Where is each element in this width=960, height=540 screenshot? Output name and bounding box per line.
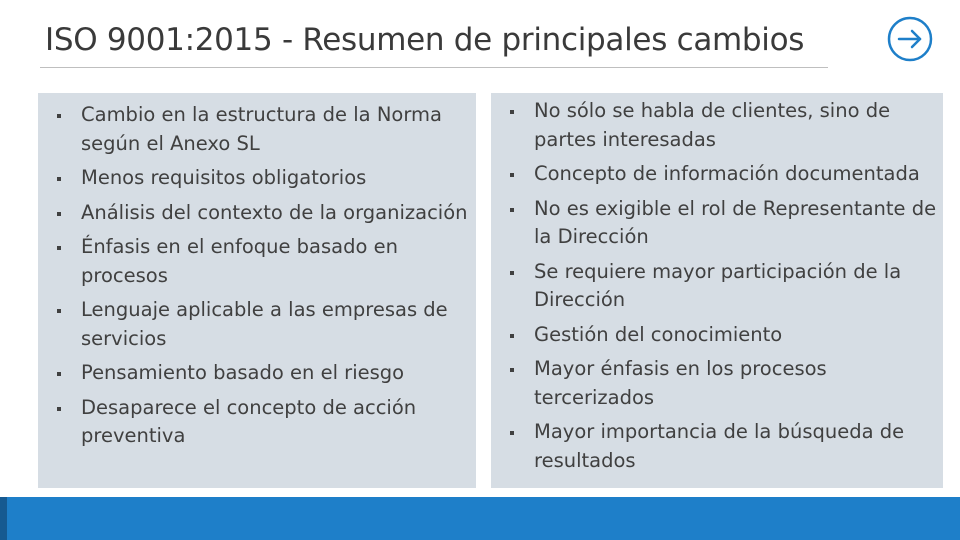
bullet-icon: [57, 407, 61, 411]
slide-title: ISO 9001:2015 - Resumen de principales cambios: [45, 22, 805, 58]
list-item-text: Énfasis en el enfoque basado en procesos: [81, 235, 398, 287]
list-item: [491, 418, 943, 475]
list-item-text: Pensamiento basado en el riesgo: [81, 361, 405, 384]
list-item: [38, 296, 476, 353]
bullet-icon: [510, 173, 514, 177]
list-item: [491, 355, 943, 412]
list-item: [491, 97, 943, 154]
bullet-icon: [510, 368, 514, 372]
bullet-icon: [57, 309, 61, 313]
list-item-text: Mayor importancia de la búsqueda de resultados: [534, 420, 905, 472]
bullet-icon: [510, 431, 514, 435]
footer-accent-edge: [0, 497, 7, 540]
list-item-text: Se requiere mayor participación de la Dirección: [534, 259, 902, 311]
title-underline: [40, 67, 828, 68]
bullet-icon: [57, 114, 61, 118]
list-item: [38, 199, 476, 228]
bullet-icon: [510, 110, 514, 114]
list-item: [491, 195, 943, 252]
left-content-panel: [38, 93, 476, 488]
bullet-icon: [57, 177, 61, 181]
arrow-right-circle-icon[interactable]: [885, 14, 935, 64]
bullet-icon: [57, 372, 61, 376]
list-item: [38, 394, 476, 451]
list-item-text: No sólo se habla de clientes, sino de partes interesadas: [534, 99, 891, 151]
right-bullet-list: [491, 97, 943, 481]
footer-accent-bar: [0, 497, 960, 540]
list-item-text: Mayor énfasis en los procesos tercerizados: [534, 357, 827, 409]
list-item-text: Concepto de información documentada: [534, 162, 920, 185]
list-item-text: No es exigible el rol de Representante de la Dirección: [534, 196, 937, 248]
right-content-panel: [491, 93, 943, 488]
list-item: [38, 164, 476, 193]
list-item-text: Desaparece el concepto de acción preventiva: [81, 395, 417, 447]
list-item-text: Gestión del conocimiento: [534, 322, 783, 346]
bullet-icon: [57, 246, 61, 250]
list-item: [38, 233, 476, 290]
list-item-text: Cambio en la estructura de la Norma según el Anexo SL: [81, 103, 442, 155]
list-item: [491, 258, 943, 315]
list-item-text: Lenguaje aplicable a las empresas de servicios: [81, 298, 448, 350]
list-item: [38, 101, 476, 158]
list-item-text: Menos requisitos obligatorios: [81, 166, 367, 189]
list-item: [491, 160, 943, 189]
list-item: [491, 321, 943, 350]
list-item: [38, 359, 476, 388]
left-bullet-list: [38, 101, 476, 457]
bullet-icon: [57, 212, 61, 216]
bullet-icon: [510, 208, 514, 212]
bullet-icon: [510, 271, 514, 275]
bullet-icon: [510, 334, 514, 338]
list-item-text: Análisis del contexto de la organización: [81, 200, 468, 224]
